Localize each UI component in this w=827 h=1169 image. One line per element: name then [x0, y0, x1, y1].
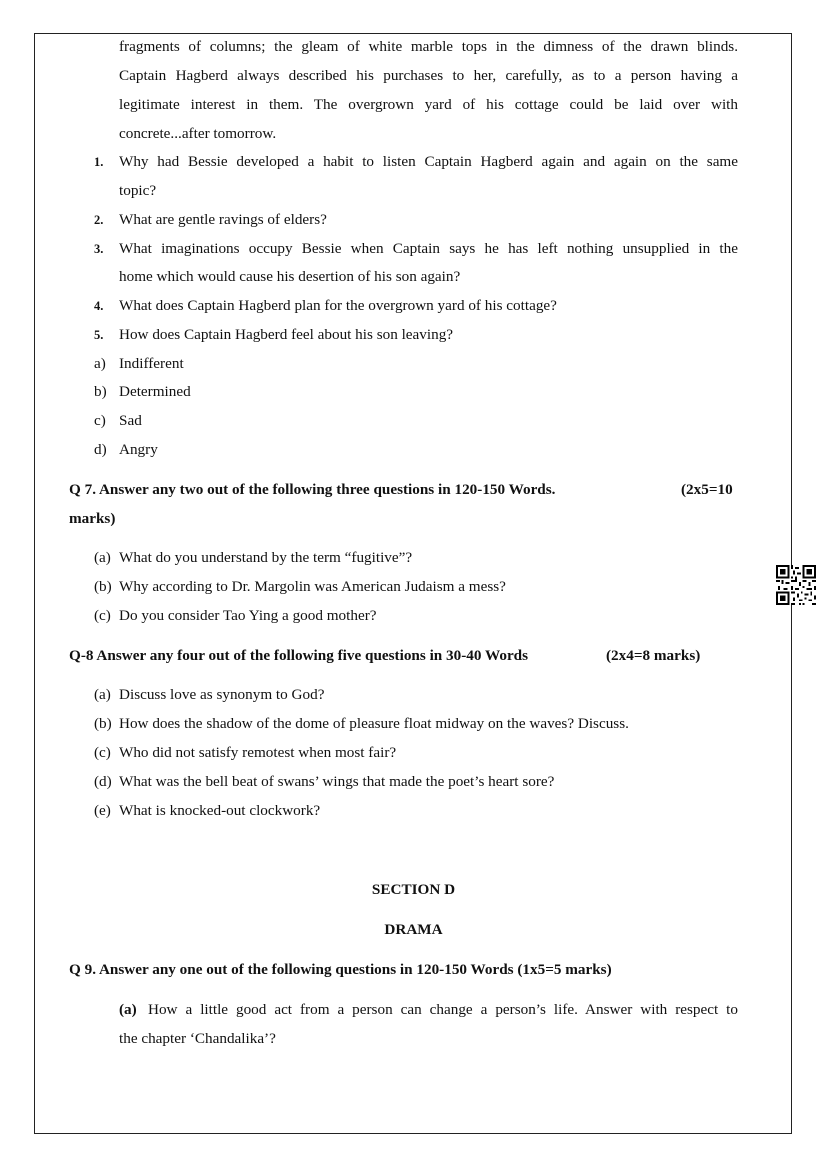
q7-item-text: Do you consider Tao Ying a good mother? [119, 607, 377, 624]
option-text: Sad [119, 412, 142, 429]
q7-marks-continued: marks) [69, 510, 116, 527]
section-subtitle: DRAMA [384, 921, 443, 938]
q8-heading: Q-8 Answer any four out of the following five questions in 30-40 Words [69, 647, 529, 664]
passage-line: concrete...after tomorrow. [119, 125, 277, 142]
q8-item-text: How does the shadow of the dome of pleasure float midway on the waves? Discuss. [119, 715, 629, 732]
q7-item-label: (b) [94, 578, 112, 595]
question-text: What are gentle ravings of elders? [119, 211, 327, 228]
q7-heading: Q 7. Answer any two out of the following three questions in 120-150 Words. [69, 481, 556, 498]
option-label: d) [94, 441, 107, 458]
question-text: Why had Bessie developed a habit to listen Captain Hagberd again and again on the same [119, 153, 738, 170]
q9-heading: Q 9. Answer any one out of the following questions in 120-150 Words (1x5=5 marks) [69, 961, 612, 978]
q8-item-text: Who did not satisfy remotest when most fair? [119, 744, 397, 761]
q9-item-label: (a) [119, 1001, 137, 1018]
q7-marks: (2x5=10 [681, 481, 733, 498]
question-number: 1. [94, 155, 104, 169]
q9-item-text: the chapter ‘Chandalika’? [119, 1030, 276, 1047]
q8-item-text: What was the bell beat of swans’ wings that made the poet’s heart sore? [119, 773, 555, 790]
q8-item-text: Discuss love as synonym to God? [119, 686, 325, 703]
question-text: home which would cause his desertion of his son again? [119, 268, 461, 285]
question-number: 2. [94, 213, 104, 227]
question-text: What imaginations occupy Bessie when Captain says he has left nothing unsupplied in the [119, 240, 738, 257]
q7-item-text: What do you understand by the term “fugitive”? [119, 549, 413, 566]
question-text: topic? [119, 182, 157, 199]
option-label: b) [94, 383, 107, 400]
q7-item-text: Why according to Dr. Margolin was American Judaism a mess? [119, 578, 506, 595]
passage-line: fragments of columns; the gleam of white marble tops in the dimness of the drawn blinds. [119, 38, 738, 55]
question-number: 5. [94, 328, 104, 342]
q8-item-label: (d) [94, 773, 112, 790]
question-number: 4. [94, 299, 104, 313]
q8-item-label: (a) [94, 686, 111, 703]
option-label: a) [94, 355, 106, 372]
q7-item-label: (a) [94, 549, 111, 566]
question-text: How does Captain Hagberd feel about his son leaving? [119, 326, 454, 343]
option-text: Angry [119, 441, 158, 458]
section-title: SECTION D [371, 881, 456, 898]
q7-item-label: (c) [94, 607, 111, 624]
option-text: Determined [119, 383, 191, 400]
passage-line: Captain Hagberd always described his purchases to her, carefully, as to a person having a [119, 67, 738, 84]
question-text: What does Captain Hagberd plan for the overgrown yard of his cottage? [119, 297, 557, 314]
passage-line: legitimate interest in them. The overgrown yard of his cottage could be laid over with [119, 96, 738, 113]
question-number: 3. [94, 242, 104, 256]
q8-item-label: (c) [94, 744, 111, 761]
option-text: Indifferent [119, 355, 184, 372]
q8-item-label: (b) [94, 715, 112, 732]
option-label: c) [94, 412, 106, 429]
q8-item-text: What is knocked-out clockwork? [119, 802, 321, 819]
q8-marks: (2x4=8 marks) [606, 647, 701, 664]
q8-item-label: (e) [94, 802, 111, 819]
qr-code-icon [776, 565, 816, 605]
q9-item-text: How a little good act from a person can change a person’s life. Answer with respect to [148, 1001, 738, 1018]
